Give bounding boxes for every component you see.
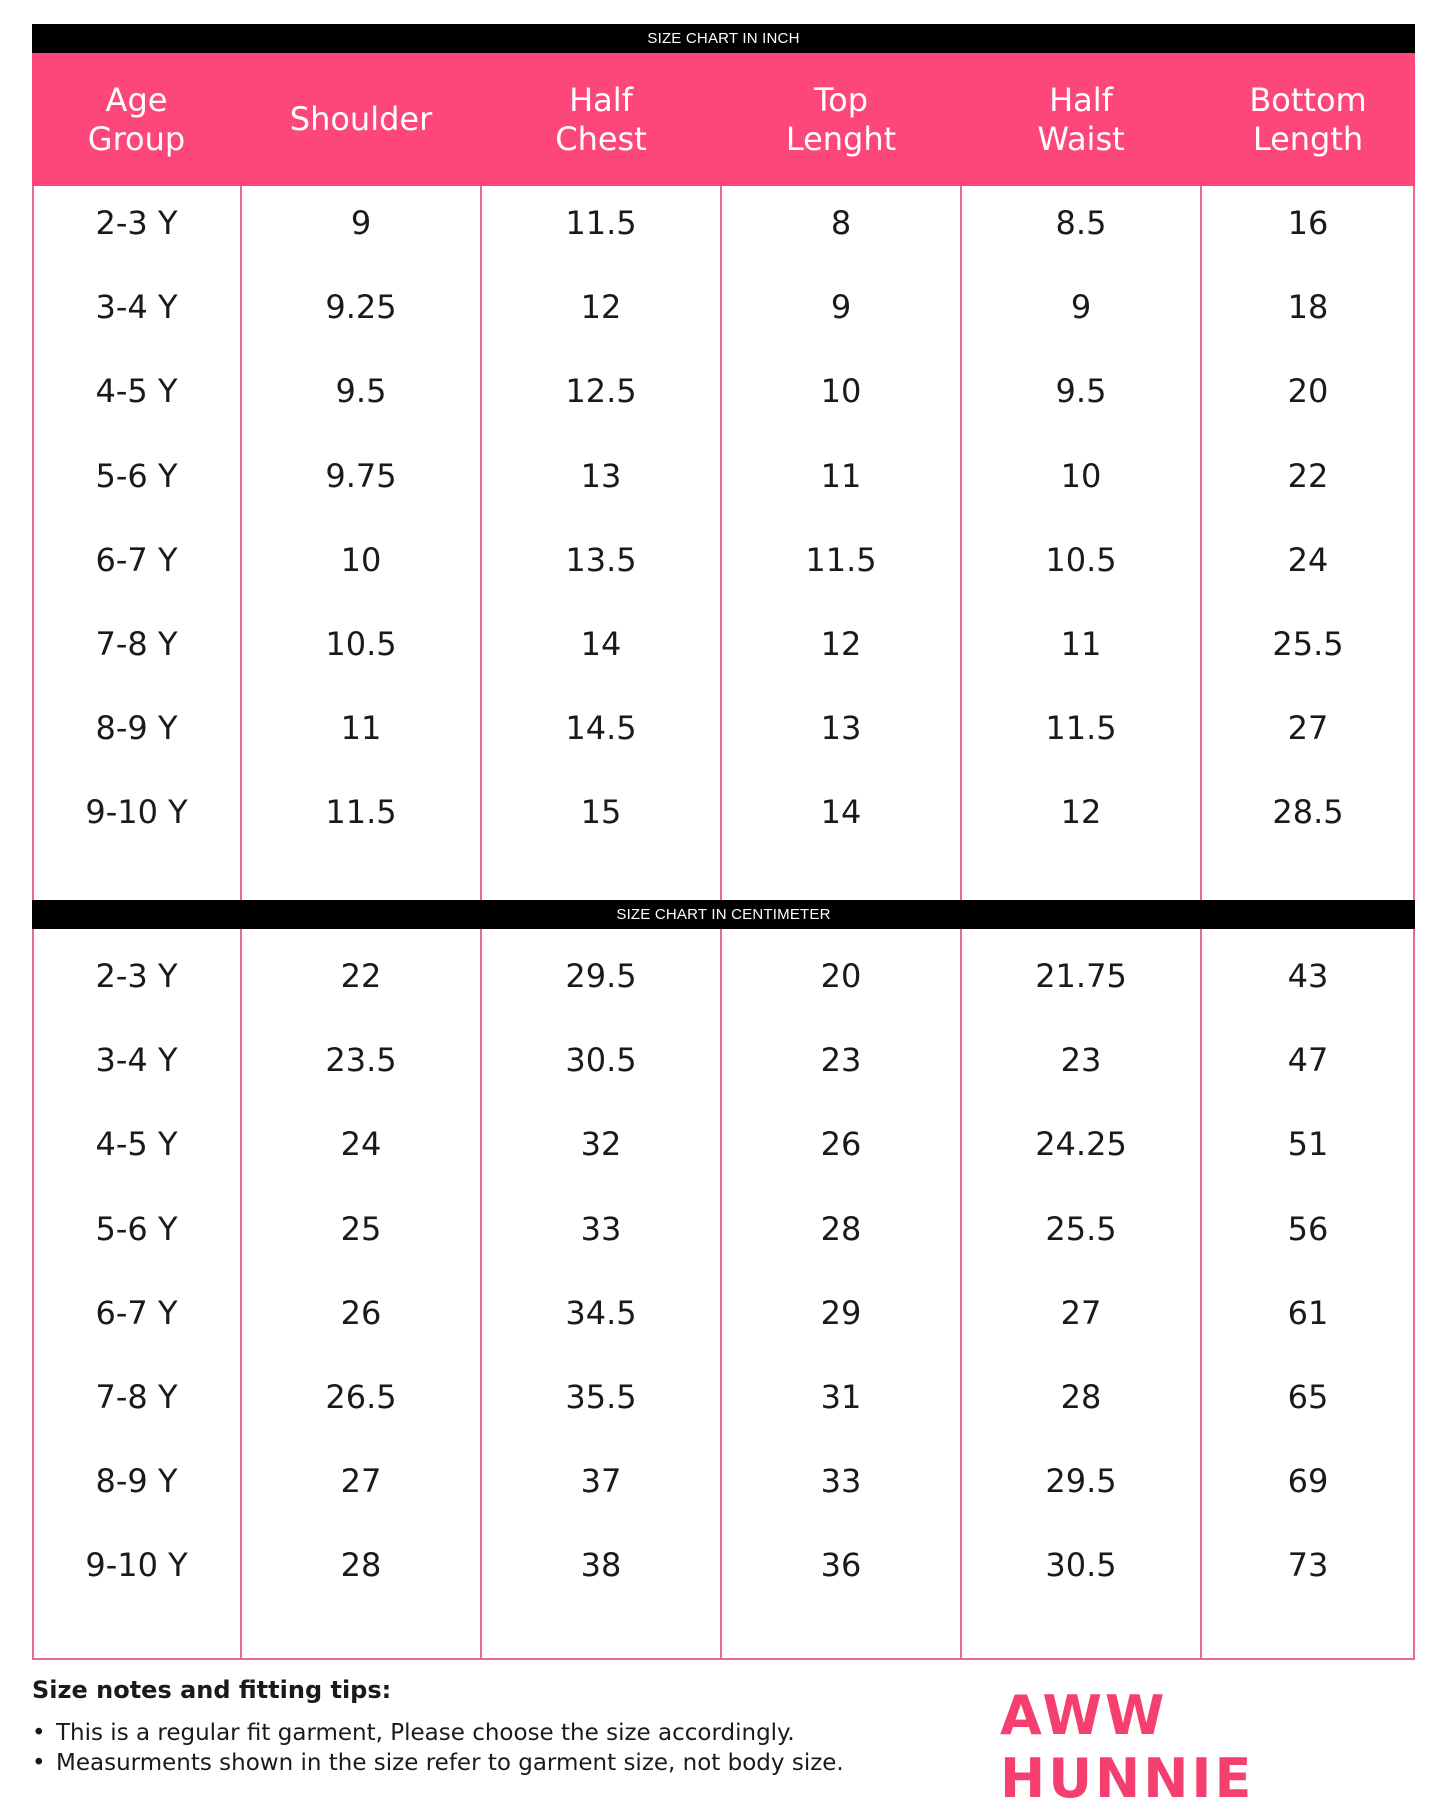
centimeter-table-cell: 27: [1060, 1293, 1102, 1332]
column-header: Top Lenght: [785, 80, 897, 158]
inch-table-cell: 10: [1060, 456, 1102, 495]
centimeter-table-cell: 23: [1060, 1041, 1102, 1080]
column-header: Age Group: [87, 80, 186, 158]
inch-table-cell: 14.5: [565, 709, 637, 748]
inch-table-cell: 7-8 Y: [95, 625, 178, 663]
inch-table-cell: 11.5: [805, 540, 877, 579]
inch-table-cell: 10.5: [1045, 540, 1117, 579]
inch-table-cell: 6-7 Y: [95, 540, 178, 579]
centimeter-table-cell: 32: [580, 1125, 622, 1164]
note-text: Measurments shown in the size refer to garment size, not body size.: [56, 1750, 844, 1776]
inch-table-cell: 14: [820, 793, 862, 832]
centimeter-table-cell: 25: [340, 1209, 382, 1248]
inch-table-cell: 16: [1287, 204, 1329, 242]
centimeter-table-cell: 37: [580, 1462, 622, 1501]
centimeter-table-cell: 8-9 Y: [95, 1462, 178, 1501]
centimeter-table-cell: 29.5: [565, 957, 637, 995]
centimeter-table-cell: 69: [1287, 1462, 1329, 1501]
centimeter-table-cell: 3-4 Y: [95, 1041, 178, 1080]
inch-table-cell: 9.5: [1055, 372, 1107, 411]
inch-table-cell: 9: [830, 288, 852, 327]
centimeter-table-cell: 47: [1287, 1041, 1329, 1080]
inch-table-cell: 27: [1287, 709, 1329, 748]
brand-logo: AWW HUNNIE: [1000, 1684, 1255, 1810]
inch-table-cell: 12.5: [565, 372, 637, 411]
note-item: • Measurments shown in the size refer to garment size, not body size.: [32, 1750, 844, 1776]
size-notes-title: Size notes and fitting tips:: [32, 1676, 392, 1704]
column-header-row: [32, 53, 1415, 186]
inch-table-cell: 25.5: [1272, 625, 1344, 663]
inch-chart-title: SIZE CHART IN INCH: [32, 24, 1415, 53]
centimeter-table-cell: 30.5: [1045, 1546, 1117, 1585]
centimeter-table-cell: 24: [340, 1125, 382, 1164]
inch-table-cell: 18: [1287, 288, 1329, 327]
centimeter-table-cell: 30.5: [565, 1041, 637, 1080]
centimeter-table-cell: 36: [820, 1546, 862, 1585]
centimeter-table-cell: 27: [340, 1462, 382, 1501]
note-item: • This is a regular fit garment, Please choose the size accordingly.: [32, 1720, 795, 1746]
inch-table-cell: 13: [820, 709, 862, 748]
column-header: Bottom Length: [1249, 80, 1367, 158]
inch-table-cell: 11.5: [565, 204, 637, 242]
inch-table-cell: 11.5: [1045, 709, 1117, 748]
inch-table-cell: 10: [340, 540, 382, 579]
centimeter-table-cell: 28: [1060, 1378, 1102, 1416]
centimeter-table-cell: 23: [820, 1041, 862, 1080]
centimeter-table-cell: 4-5 Y: [95, 1125, 178, 1164]
inch-table-cell: 11: [1060, 625, 1102, 663]
centimeter-table-cell: 28: [820, 1209, 862, 1248]
centimeter-table-cell: 35.5: [565, 1378, 637, 1416]
size-chart: [32, 24, 1415, 1660]
inch-table-cell: 8: [830, 204, 852, 242]
column-header: Half Chest: [555, 80, 647, 158]
inch-table-cell: 10: [820, 372, 862, 411]
centimeter-table-cell: 65: [1287, 1378, 1329, 1416]
centimeter-table-cell: 24.25: [1035, 1125, 1127, 1164]
centimeter-table-cell: 9-10 Y: [85, 1546, 188, 1585]
centimeter-table-cell: 7-8 Y: [95, 1378, 178, 1416]
centimeter-table-cell: 20: [820, 957, 862, 995]
centimeter-table-cell: 51: [1287, 1125, 1329, 1164]
inch-table-cell: 9.5: [335, 372, 387, 411]
inch-table-cell: 4-5 Y: [95, 372, 178, 411]
centimeter-table-cell: 38: [580, 1546, 622, 1585]
centimeter-table-cell: 23.5: [325, 1041, 397, 1080]
inch-table-cell: 13.5: [565, 540, 637, 579]
centimeter-table-cell: 2-3 Y: [95, 957, 178, 995]
centimeter-table-cell: 34.5: [565, 1293, 637, 1332]
inch-table-cell: 13: [580, 456, 622, 495]
centimeter-table-cell: 25.5: [1045, 1209, 1117, 1248]
inch-table-cell: 12: [1060, 793, 1102, 832]
column-header: Shoulder: [289, 100, 433, 138]
inch-table-cell: 24: [1287, 540, 1329, 579]
inch-table-cell: 14: [580, 625, 622, 663]
centimeter-table-cell: 33: [820, 1462, 862, 1501]
inch-table-cell: 12: [820, 625, 862, 663]
centimeter-table-cell: 43: [1287, 957, 1329, 995]
inch-table-cell: 8.5: [1055, 204, 1107, 242]
inch-table-cell: 9.75: [325, 456, 397, 495]
inch-table-cell: 11.5: [325, 793, 397, 832]
inch-table-cell: 2-3 Y: [95, 204, 178, 242]
inch-table-cell: 22: [1287, 456, 1329, 495]
inch-table-cell: 8-9 Y: [95, 709, 178, 748]
centimeter-table-cell: 26: [820, 1125, 862, 1164]
centimeter-table-cell: 6-7 Y: [95, 1293, 178, 1332]
inch-table-cell: 3-4 Y: [95, 288, 178, 327]
inch-table-cell: 28.5: [1272, 793, 1344, 832]
inch-table-cell: 9.25: [325, 288, 397, 327]
inch-table-cell: 5-6 Y: [95, 456, 178, 495]
centimeter-table-cell: 33: [580, 1209, 622, 1248]
centimeter-table-cell: 73: [1287, 1546, 1329, 1585]
note-text: This is a regular fit garment, Please choose the size accordingly.: [56, 1720, 795, 1746]
inch-table-cell: 9: [350, 204, 372, 242]
centimeter-table-cell: 31: [820, 1378, 862, 1416]
centimeter-table-cell: 29.5: [1045, 1462, 1117, 1501]
centimeter-table-cell: 28: [340, 1546, 382, 1585]
centimeter-table-cell: 26: [340, 1293, 382, 1332]
centimeter-table-cell: 26.5: [325, 1378, 397, 1416]
centimeter-chart-title: SIZE CHART IN CENTIMETER: [32, 900, 1415, 929]
inch-table-cell: 9-10 Y: [85, 793, 188, 832]
inch-table-cell: 10.5: [325, 625, 397, 663]
inch-table-cell: 12: [580, 288, 622, 327]
inch-table-cell: 20: [1287, 372, 1329, 411]
column-header: Half Waist: [1037, 80, 1125, 158]
centimeter-table-cell: 22: [340, 957, 382, 995]
centimeter-table-cell: 21.75: [1035, 957, 1127, 995]
centimeter-table-cell: 5-6 Y: [95, 1209, 178, 1248]
inch-table-cell: 15: [580, 793, 622, 832]
centimeter-table-cell: 56: [1287, 1209, 1329, 1248]
centimeter-table-cell: 29: [820, 1293, 862, 1332]
inch-table-cell: 9: [1070, 288, 1092, 327]
inch-table-cell: 11: [340, 709, 382, 748]
inch-table-cell: 11: [820, 456, 862, 495]
centimeter-table-cell: 61: [1287, 1293, 1329, 1332]
